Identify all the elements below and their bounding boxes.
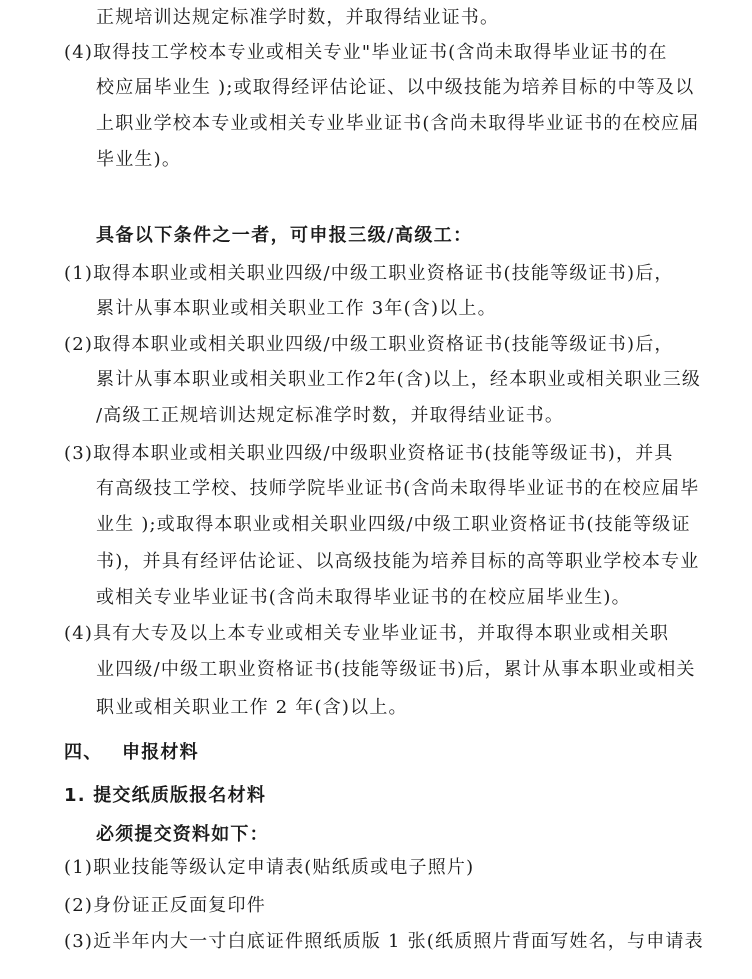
paragraph-line: 书)，并具有经评估论证、以高级技能为培养目标的高等职业学校本专业 (96, 551, 700, 572)
subsection-title: 1. 提交纸质版报名材料 (64, 785, 267, 806)
paragraph-line: 业四级/中级工职业资格证书(技能等级证书)后，累计从事本职业或相关 (96, 659, 696, 680)
list-item: (1)职业技能等级认定申请表(贴纸质或电子照片) (64, 857, 475, 878)
paragraph-line: (2)取得本职业或相关职业四级/中级工职业资格证书(技能等级证书)后， (64, 334, 674, 355)
paragraph-line: (1)取得本职业或相关职业四级/中级工职业资格证书(技能等级证书)后， (64, 263, 674, 284)
section-title: 申报材料 (122, 742, 199, 763)
paragraph-line: 业生 );或取得本职业或相关职业四级/中级工职业资格证书(技能等级证 (96, 514, 691, 535)
paragraph-line: (4)取得技工学校本专业或相关专业"毕业证书(含尚未取得毕业证书的在 (64, 42, 668, 63)
subsection-subtitle: 必须提交资料如下： (96, 824, 269, 845)
paragraph-line: 校应届毕业生 );或取得经评估论证、以中级技能为培养目标的中等及以 (96, 77, 695, 98)
paragraph-line: 或相关专业毕业证书(含尚未取得毕业证书的在校应届毕业生)。 (96, 587, 631, 608)
paragraph-line: /高级工正规培训达规定标准学时数，并取得结业证书。 (96, 405, 565, 426)
paragraph-line: 职业或相关职业工作 2 年(含)以上。 (96, 697, 408, 718)
paragraph-line: 有高级技工学校、技师学院毕业证书(含尚未取得毕业证书的在校应届毕 (96, 478, 700, 499)
paragraph-line: (3)取得本职业或相关职业四级/中级职业资格证书(技能等级证书)，并具 (64, 443, 674, 464)
paragraph-line: (4)具有大专及以上本专业或相关专业毕业证书，并取得本职业或相关职 (64, 623, 670, 644)
paragraph-line: 正规培训达规定标准学时数，并取得结业证书。 (96, 7, 500, 28)
list-item: (3)近半年内大一寸白底证件照纸质版 1 张(纸质照片背面写姓名，与申请表 (64, 931, 704, 952)
section-heading: 具备以下条件之一者，可申报三级/高级工： (96, 225, 473, 246)
section-number: 四、 (64, 742, 103, 763)
paragraph-line: 累计从事本职业或相关职业工作 3年(含)以上。 (96, 298, 497, 319)
paragraph-line: 毕业生)。 (96, 149, 182, 170)
paragraph-line: 上职业学校本专业或相关专业毕业证书(含尚未取得毕业证书的在校应届 (96, 113, 700, 134)
paragraph-line: 累计从事本职业或相关职业工作2年(含)以上，经本职业或相关职业三级 (96, 369, 702, 390)
list-item: (2)身份证正反面复印件 (64, 895, 266, 916)
